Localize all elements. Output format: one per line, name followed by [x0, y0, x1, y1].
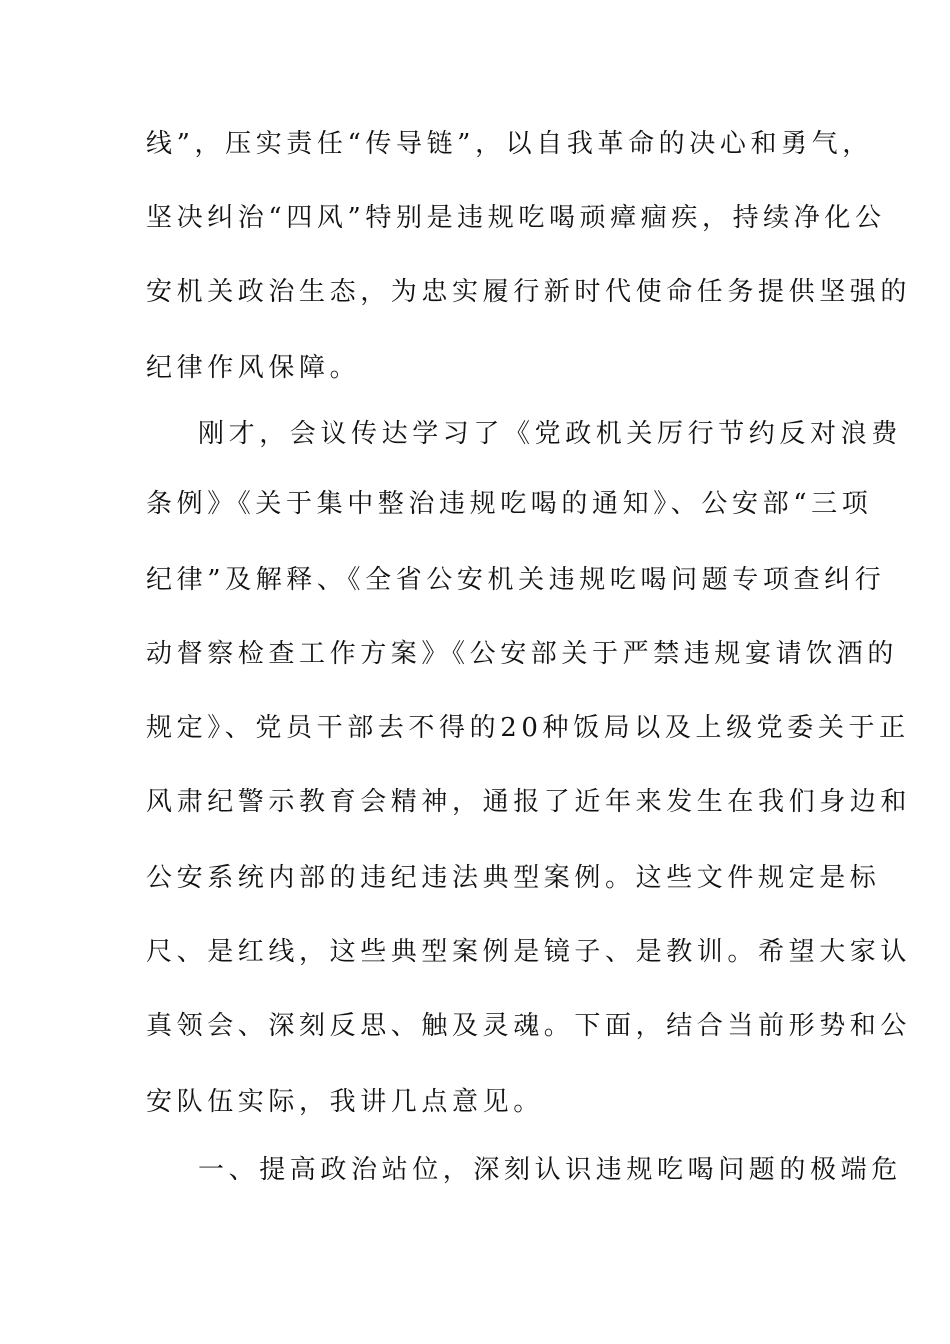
- paragraph-start-line: 刚才，会议传达学习了《党政机关厉行节约反对浪费: [198, 419, 902, 449]
- text-line-9: 规定》、党员干部去不得的20种饭局以及上级党委关于正: [146, 713, 910, 743]
- text-line-4: 纪律作风保障。: [146, 353, 361, 383]
- text-line-2: 坚决纠治“四风”特别是违规吃喝顽瘴痼疾，持续净化公: [146, 203, 886, 233]
- text-line-10: 风肃纪警示教育会精神，通报了近年来发生在我们身边和: [146, 787, 912, 817]
- text-line-6: 条例》《关于集中整治违规吃喝的通知》、公安部“三项: [146, 489, 873, 519]
- section-heading-line: 一、提高政治站位，深刻认识违规吃喝问题的极端危: [198, 1155, 902, 1185]
- text-line-11: 公安系统内部的违纪违法典型案例。这些文件规定是标: [146, 863, 881, 893]
- text-line-1: 线”，压实责任“传导链”，以自我革命的决心和勇气，: [146, 129, 873, 159]
- text-line-7: 纪律”及解释、《全省公安机关违规吃喝问题专项查纠行: [146, 565, 886, 595]
- text-line-12: 尺、是红线，这些典型案例是镜子、是教训。希望大家认: [146, 937, 912, 967]
- text-line-14: 安队伍实际，我讲几点意见。: [146, 1087, 544, 1117]
- text-line-3: 安机关政治生态，为忠实履行新时代使命任务提供坚强的: [146, 277, 912, 307]
- text-line-8: 动督察检查工作方案》《公安部关于严禁违规宴请饮酒的: [146, 639, 899, 669]
- text-line-13: 真领会、深刻反思、触及灵魂。下面，结合当前形势和公: [146, 1011, 912, 1041]
